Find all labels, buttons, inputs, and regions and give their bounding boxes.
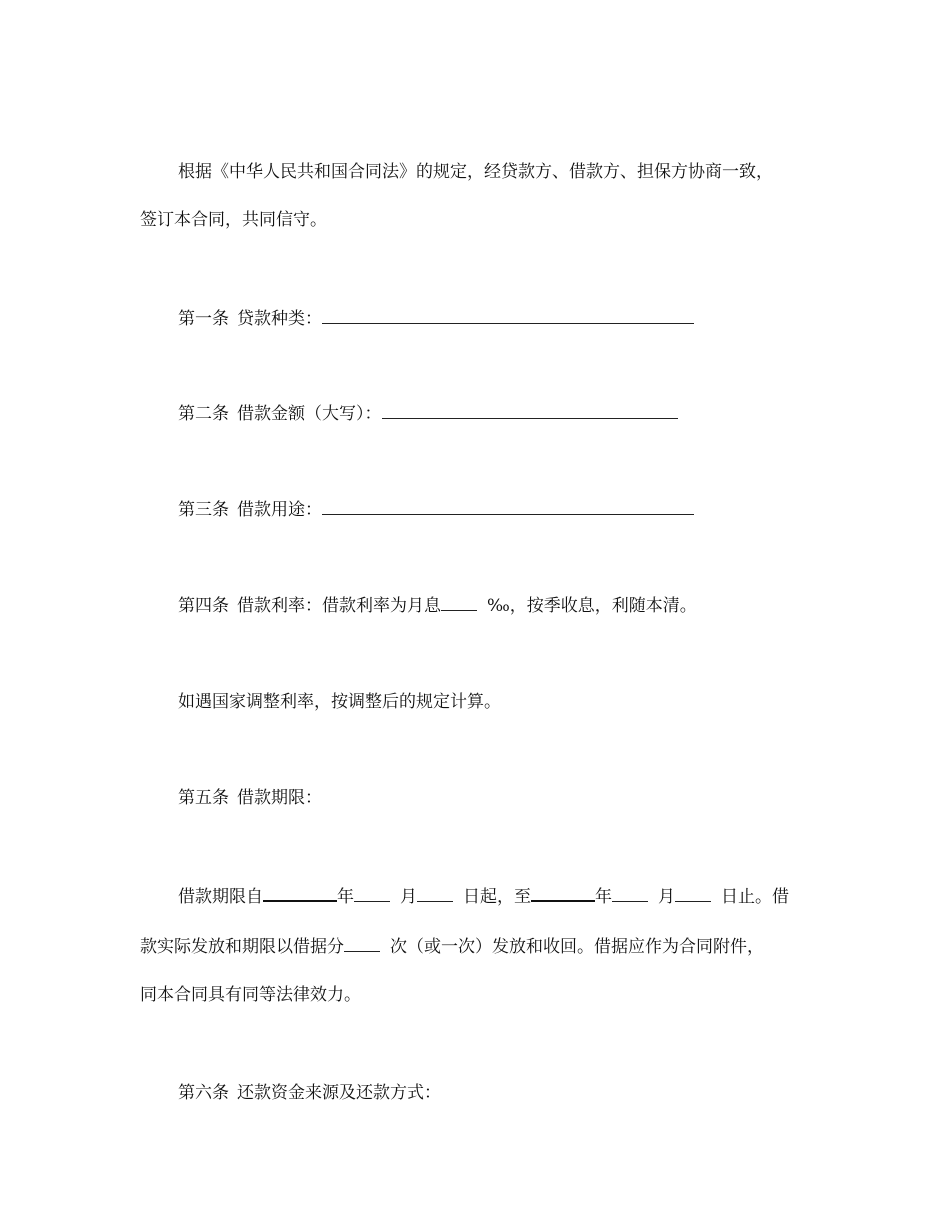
article-5 (178, 786, 322, 810)
article-2-label: 借款金额（大写）： (237, 404, 382, 424)
article-4-note: 如遇国家调整利率，按调整后的规定计算。 (178, 692, 501, 712)
article-6-heading: 第六条 (178, 1083, 229, 1103)
term-from-label: 日起，至 (463, 887, 531, 907)
article-5-term-line (178, 884, 789, 909)
loan-type-blank[interactable] (322, 307, 694, 324)
loan-purpose-blank[interactable] (322, 498, 694, 515)
intro-line-1: 根据《中华人民共和国合同法》的规定，经贷款方、借款方、担保方协商一致， (178, 162, 773, 182)
article-4-heading: 第四条 (178, 596, 229, 616)
installment-text-end: 次（或一次）发放和收回。借据应作为合同附件， (390, 937, 764, 957)
interest-rate-blank[interactable] (441, 594, 477, 611)
end-year-blank[interactable] (531, 884, 595, 902)
term-end-month-label: 月 (658, 887, 675, 907)
article-4 (178, 594, 697, 618)
article-4-text-before: 借款利率：借款利率为月息 (237, 596, 441, 616)
article-6-label: 还款资金来源及还款方式： (237, 1083, 441, 1103)
article-3-heading: 第三条 (178, 500, 229, 520)
article-6 (178, 1081, 441, 1105)
article-5-label: 借款期限： (237, 788, 322, 808)
term-text-start: 借款期限自 (178, 887, 263, 907)
term-end-label: 日止。借 (721, 887, 789, 907)
end-month-blank[interactable] (612, 885, 648, 902)
article-4-text-after: ‰，按季收息，利随本清。 (487, 596, 697, 616)
start-month-blank[interactable] (354, 885, 390, 902)
article-1 (178, 307, 694, 331)
term-year-label: 年 (337, 887, 354, 907)
article-2 (178, 402, 678, 426)
article-3-label: 借款用途： (237, 500, 322, 520)
article-5-heading: 第五条 (178, 788, 229, 808)
start-day-blank[interactable] (417, 885, 453, 902)
term-month-label: 月 (400, 887, 417, 907)
article-2-heading: 第二条 (178, 404, 229, 424)
intro-line-2: 签订本合同，共同信守。 (140, 210, 327, 230)
installment-count-blank[interactable] (344, 935, 380, 952)
article-5-installment-line (140, 935, 764, 959)
article-3 (178, 498, 694, 522)
loan-amount-blank[interactable] (382, 402, 678, 419)
start-year-blank[interactable] (263, 884, 337, 902)
end-day-blank[interactable] (675, 885, 711, 902)
article-1-label: 贷款种类： (237, 309, 322, 329)
term-end-year-label: 年 (595, 887, 612, 907)
article-1-heading: 第一条 (178, 309, 229, 329)
installment-text-start: 款实际发放和期限以借据分 (140, 937, 344, 957)
article-5-effect-line: 同本合同具有同等法律效力。 (140, 985, 361, 1005)
